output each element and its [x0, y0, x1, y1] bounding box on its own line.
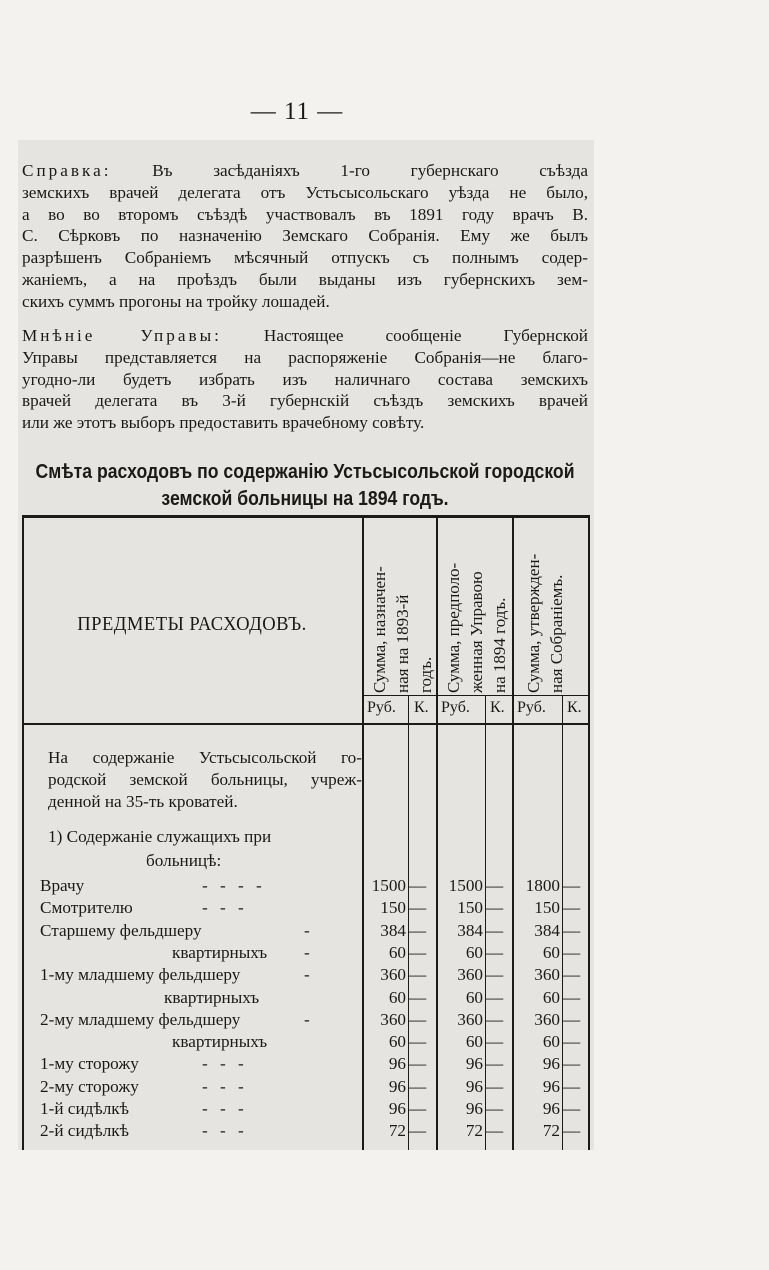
row-label: Врачу [40, 876, 85, 895]
table-row [22, 943, 590, 965]
leader-dashes: - - - [202, 1121, 248, 1141]
amount-rub: 60 [542, 942, 560, 962]
amount-rub: 360 [457, 1009, 483, 1029]
amount-kop-dash: — [563, 898, 581, 918]
amount-kop-dash: — [563, 1099, 581, 1118]
column-header-1893: Сумма, назначен- ная на 1893-й годъ. [370, 566, 435, 693]
amount-rub: 360 [457, 965, 483, 985]
spravka-label: Справка: [22, 161, 112, 180]
amount-rub: 60 [465, 987, 483, 1007]
amount-rub: 60 [465, 942, 483, 962]
spravka-line: скихъ суммъ прогоны на тройку лошадей. [22, 291, 330, 311]
leader-dashes: - [304, 1009, 314, 1029]
amount-kop-dash: — [486, 1099, 504, 1118]
amount-rub: 60 [542, 1032, 560, 1052]
amount-rub: 360 [380, 1009, 406, 1029]
amount-kop-dash: — [563, 1009, 581, 1029]
row-label: квартирныхъ [164, 987, 260, 1007]
amount-kop-dash: — [409, 898, 427, 918]
spravka-line: Справка: Въ засѣданіяхъ 1-го губернскаго съѣзда [22, 161, 588, 180]
row-label: 1-й сидѣлкѣ [40, 1099, 129, 1118]
amount-kop-dash: — [486, 942, 504, 962]
row-label: Смотрителю [40, 898, 133, 918]
amount-kop-dash: — [563, 1032, 581, 1052]
row-label: Старшему фельдшеру [40, 920, 202, 940]
amount-rub: 360 [380, 965, 406, 985]
amount-rub: 1500 [371, 876, 406, 895]
amount-kop-dash: — [409, 876, 427, 895]
amount-kop-dash: — [409, 965, 427, 985]
table-description [48, 747, 362, 812]
amount-kop-dash: — [486, 1076, 504, 1096]
amount-kop-dash: — [409, 1121, 427, 1141]
leader-dashes: - - - [202, 898, 248, 918]
amount-rub: 360 [534, 1009, 560, 1029]
amount-rub: 360 [534, 965, 560, 985]
amount-rub: 384 [380, 920, 406, 940]
amount-kop-dash: — [563, 1076, 581, 1096]
amount-rub: 150 [457, 898, 483, 918]
amount-kop-dash: — [409, 1054, 427, 1074]
amount-kop-dash: — [409, 1032, 427, 1052]
spravka-line: С. Сѣрковъ по назначенію Земскаго Собранія. Ему же былъ [22, 226, 588, 246]
amount-rub: 60 [542, 987, 560, 1007]
amount-rub: 60 [388, 942, 406, 962]
section-1-subtitle: больницѣ: [146, 851, 222, 870]
amount-rub: 96 [542, 1099, 560, 1118]
mnenie-paragraph [22, 325, 588, 434]
leader-dashes: - - - [202, 1076, 248, 1096]
leader-dashes: - [304, 942, 314, 962]
amount-kop-dash: — [486, 1009, 504, 1029]
table-row [22, 1010, 590, 1032]
unit-rule [362, 695, 590, 696]
table-row [22, 1121, 590, 1143]
estimate-heading [35, 458, 575, 512]
heading-line-1: Смѣта расходовъ по содержанію Устьсысольской городской [35, 460, 575, 483]
leader-dashes: - - - [202, 1054, 248, 1074]
row-label: квартирныхъ [172, 942, 268, 962]
amount-rub: 96 [388, 1054, 406, 1074]
amount-kop-dash: — [409, 1076, 427, 1096]
amount-rub: 72 [388, 1121, 406, 1141]
amount-kop-dash: — [563, 987, 581, 1007]
amount-rub: 96 [465, 1099, 483, 1118]
heading-line-2: земской больницы на 1894 годъ. [161, 487, 449, 510]
table-row [22, 921, 590, 943]
amount-kop-dash: — [563, 942, 581, 962]
amount-rub: 72 [542, 1121, 560, 1141]
mnenie-line: Мнѣніе Управы: Настоящее сообщеніе Губернской [22, 326, 588, 345]
expense-table [22, 515, 590, 1150]
column-header-1894: Сумма, предполо- женная Управою на 1894 годъ. [444, 562, 509, 693]
table-row [22, 965, 590, 987]
row-label: 1-му сторожу [40, 1054, 139, 1074]
amount-rub: 150 [380, 898, 406, 918]
amount-kop-dash: — [486, 1032, 504, 1052]
description-line: На содержаніе Устьсысольской го- [48, 748, 362, 767]
unit-kop: К. [414, 699, 429, 716]
page-number: — 11 — [250, 98, 344, 125]
table-row [22, 988, 590, 1010]
table-row [22, 876, 590, 898]
mnenie-line: врачей делегата въ 3-й губернскій съѣздъ земскихъ врачей [22, 391, 588, 411]
row-label: 2-му младшему фельдшеру [40, 1009, 241, 1029]
amount-kop-dash: — [409, 1009, 427, 1029]
amount-kop-dash: — [486, 920, 504, 940]
unit-rub: Руб. [517, 699, 546, 716]
amount-rub: 1800 [525, 876, 560, 895]
amount-rub: 96 [388, 1099, 406, 1118]
row-label: квартирныхъ [172, 1032, 268, 1052]
leader-dashes: - - - [202, 1099, 248, 1118]
amount-kop-dash: — [486, 965, 504, 985]
description-line: родской земской больницы, учреж- [48, 769, 362, 789]
row-label: 2-й сидѣлкѣ [40, 1121, 129, 1141]
unit-rub: Руб. [367, 699, 396, 716]
amount-rub: 60 [465, 1032, 483, 1052]
amount-kop-dash: — [409, 1099, 427, 1118]
table-row [22, 1077, 590, 1099]
table-row [22, 1054, 590, 1076]
amount-rub: 96 [465, 1076, 483, 1096]
table-row [22, 898, 590, 920]
amount-rub: 384 [534, 920, 560, 940]
amount-rub: 96 [542, 1076, 560, 1096]
amount-rub: 96 [388, 1076, 406, 1096]
mnenie-line: угодно-ли будетъ избрать изъ наличнаго состава земскихъ [22, 369, 588, 389]
unit-rub: Руб. [441, 699, 470, 716]
mnenie-label: Мнѣніе Управы: [22, 326, 222, 345]
table-row [22, 1032, 590, 1054]
column-header-approved: Сумма, утвержден- ная Собраніемъ. [524, 553, 566, 693]
amount-kop-dash: — [486, 1054, 504, 1074]
unit-kop: К. [490, 699, 505, 716]
leader-dashes: - - - - [202, 876, 266, 895]
amount-kop-dash: — [486, 898, 504, 918]
leader-dashes: - [304, 965, 314, 985]
mnenie-line: или же этотъ выборъ предоставить врачебному совѣту. [22, 413, 425, 433]
amount-rub: 96 [465, 1054, 483, 1074]
row-label: 2-му сторожу [40, 1076, 139, 1096]
unit-kop: К. [567, 699, 582, 716]
amount-kop-dash: — [486, 987, 504, 1007]
spravka-line: а во во второмъ съѣздѣ участвовалъ въ 1891 году врачъ В. [22, 204, 588, 224]
section-1-title: 1) Содержаніе служащихъ при [48, 827, 272, 846]
spravka-line: жаніемъ, а на проѣздъ были выданы изъ губернскихъ зем- [22, 269, 588, 289]
amount-kop-dash: — [563, 1121, 581, 1141]
amount-kop-dash: — [409, 987, 427, 1007]
spravka-paragraph [22, 160, 588, 313]
table-top-rule [22, 515, 590, 518]
amount-rub: 60 [388, 1032, 406, 1052]
mnenie-line: Управы представляется на распоряженіе Собранія—не благо- [22, 347, 588, 367]
amount-kop-dash: — [486, 876, 504, 895]
amount-rub: 60 [388, 987, 406, 1007]
amount-rub: 150 [534, 898, 560, 918]
amount-rub: 72 [465, 1121, 483, 1141]
amount-rub: 1500 [448, 876, 483, 895]
amount-rub: 384 [457, 920, 483, 940]
spravka-line: разрѣшенъ Собраніемъ мѣсячный отпускъ съ полнымъ содер- [22, 248, 588, 268]
table-title: ПРЕДМЕТЫ РАСХОДОВЪ. [77, 613, 307, 635]
amount-kop-dash: — [409, 920, 427, 940]
description-line: денной на 35-ть кроватей. [48, 791, 238, 811]
amount-kop-dash: — [563, 920, 581, 940]
amount-kop-dash: — [563, 876, 581, 895]
amount-kop-dash: — [409, 942, 427, 962]
amount-kop-dash: — [563, 1054, 581, 1074]
table-header-rule [22, 723, 590, 725]
amount-kop-dash: — [486, 1121, 504, 1141]
row-label: 1-му младшему фельдшеру [40, 965, 241, 985]
table-row [22, 1099, 590, 1121]
spravka-line: земскихъ врачей делегата отъ Устьсысольскаго уѣзда не было, [22, 182, 588, 202]
leader-dashes: - [304, 920, 314, 940]
amount-kop-dash: — [563, 965, 581, 985]
amount-rub: 96 [542, 1054, 560, 1074]
